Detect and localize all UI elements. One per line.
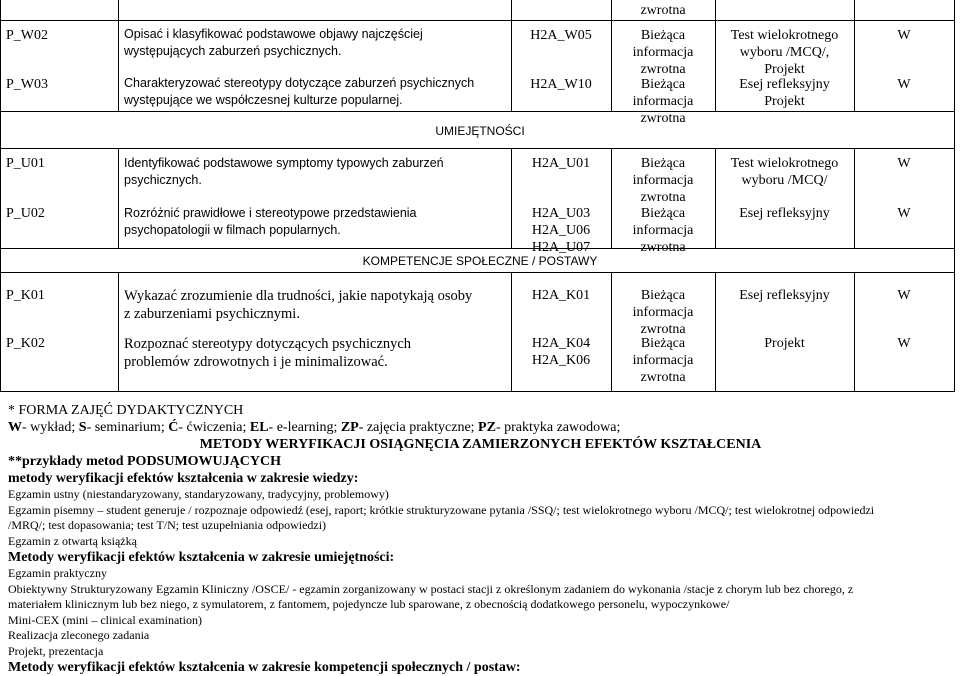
- method-cell-partial: zwrotna: [640, 3, 686, 18]
- row-description: Rozpoznać stereotypy dotyczących psychicznych problemów zdrowotnych i je minimalizować.: [124, 336, 412, 370]
- column-divider: [118, 272, 119, 391]
- methods-title: METODY WERYFIKACJI OSIĄGNĘCIA ZAMIERZONYCH EFEKTÓW KSZTAŁCENIA: [199, 437, 762, 452]
- forma-legend: W- wykład; S- seminarium; Ć- ćwiczenia; EL- e-learning; ZP- zajęcia praktyczne; PZ- praktyka zawodowa;: [8, 420, 621, 435]
- skills-item: Projekt, prezentacja: [8, 643, 104, 658]
- row-method: Bieżąca informacja zwrotna: [632, 28, 694, 77]
- skills-item: materiałem klinicznym lub bez niego, z symulatorem, z fantomem, pojedyncze lub sparowane, z obecnością dodatkowego personelu, wypoczynkowe/: [8, 597, 730, 611]
- row-refs: H2A_U01: [531, 156, 591, 171]
- knowledge-item: Egzamin pisemny – student generuje / rozpoznaje odpowiedź (esej, raport; krótkie strukturyzowane pytania /SSQ/; test wielokrotnego wyboru /MCQ/; test wielokrotnej odpowiedzi: [8, 502, 875, 517]
- row-code: P_U01: [6, 156, 45, 171]
- row-refs: H2A_U03 H2A_U06 H2A_U07: [531, 206, 591, 255]
- row-refs: H2A_K01: [531, 288, 591, 303]
- social-title: Metody weryfikacji efektów kształcenia w zakresie kompetencji społecznych / postaw:: [8, 660, 521, 675]
- row-code: P_K02: [6, 336, 45, 351]
- row-code: P_W03: [6, 77, 48, 92]
- forma-title: * FORMA ZAJĘĆ DYDAKTYCZNYCH: [8, 403, 244, 418]
- knowledge-item: /MRQ/; test dopasowania; test T/N; test uzupełniania odpowiedzi): [8, 518, 327, 532]
- row-verification: Test wielokrotnego wyboru /MCQ/, Projekt: [730, 28, 839, 77]
- section-heading-skills: UMIEJĘTNOŚCI: [435, 124, 525, 138]
- examples-title: **przykłady metod PODSUMOWUJĄCYCH: [8, 454, 281, 469]
- notes-section: [8, 402, 953, 676]
- row-description: Rozróżnić prawidłowe i stereotypowe przedstawienia psychopatologii w filmach popularnych.: [124, 206, 417, 237]
- row-verification: Test wielokrotnego wyboru /MCQ/: [730, 156, 839, 188]
- skills-item: Obiektywny Strukturyzowany Egzamin Kliniczny /OSCE/ - egzamin zorganizowany w postaci stacji z określonym zadaniem do wykonania /stacje z chorym lub bez chorego, z: [8, 581, 854, 596]
- row-method: Bieżąca informacja zwrotna: [632, 156, 694, 205]
- skills-item: Egzamin praktyczny: [8, 566, 107, 580]
- row-form: W: [897, 77, 911, 92]
- row-method: Bieżąca informacja zwrotna: [632, 206, 694, 255]
- row-divider: [0, 391, 955, 392]
- row-divider: [0, 272, 955, 273]
- row-divider: [0, 248, 955, 249]
- column-divider: [854, 0, 855, 111]
- skills-item: Realizacja zleconego zadania: [8, 628, 150, 642]
- row-description: Charakteryzować stereotypy dotyczące zaburzeń psychicznych występujące we współczesnej kulturze popularnej.: [124, 76, 475, 107]
- row-code: P_K01: [6, 288, 45, 303]
- knowledge-item: Egzamin ustny (niestandaryzowany, standaryzowany, tradycyjny, problemowy): [8, 487, 389, 501]
- table-border: [0, 0, 1, 391]
- row-form: W: [897, 206, 911, 221]
- row-divider: [0, 148, 955, 149]
- row-verification: Projekt: [764, 336, 805, 351]
- row-divider: [0, 20, 955, 21]
- row-verification: Esej refleksyjny: [739, 206, 830, 221]
- section-heading-social: KOMPETENCJE SPOŁECZNE / POSTAWY: [362, 254, 598, 268]
- skills-title: Metody weryfikacji efektów kształcenia w zakresie umiejętności:: [8, 550, 395, 565]
- skills-item: Mini-CEX (mini – clinical examination): [8, 612, 202, 627]
- row-form: W: [897, 28, 911, 43]
- row-method: Bieżąca informacja zwrotna: [632, 336, 694, 385]
- knowledge-item: Egzamin z otwartą książką: [8, 533, 137, 548]
- row-description: Wykazać zrozumienie dla trudności, jakie napotykają osoby z zaburzeniami psychicznymi.: [124, 288, 473, 322]
- table-border: [954, 0, 955, 391]
- row-verification: Esej refleksyjny: [739, 288, 830, 303]
- row-description: Identyfikować podstawowe symptomy typowych zaburzeń psychicznych.: [124, 156, 444, 187]
- row-method: Bieżąca informacja zwrotna: [632, 288, 694, 337]
- row-divider: [0, 111, 955, 112]
- row-verification: Esej refleksyjny Projekt: [739, 77, 830, 109]
- row-code: P_U02: [6, 206, 45, 221]
- row-refs: H2A_W05: [530, 28, 592, 43]
- row-code: P_W02: [6, 28, 48, 43]
- row-description: Opisać i klasyfikować podstawowe objawy najczęściej występujących zaburzeń psychicznych.: [124, 27, 423, 58]
- column-divider: [118, 148, 119, 248]
- knowledge-title: metody weryfikacji efektów kształcenia w zakresie wiedzy:: [8, 471, 359, 486]
- row-form: W: [897, 156, 911, 171]
- column-divider: [511, 0, 512, 111]
- row-method: Bieżąca informacja zwrotna: [632, 77, 694, 126]
- column-divider: [118, 0, 119, 111]
- row-refs: H2A_W10: [530, 77, 592, 92]
- row-form: W: [897, 336, 911, 351]
- row-form: W: [897, 288, 911, 303]
- row-refs: H2A_K04 H2A_K06: [531, 336, 591, 368]
